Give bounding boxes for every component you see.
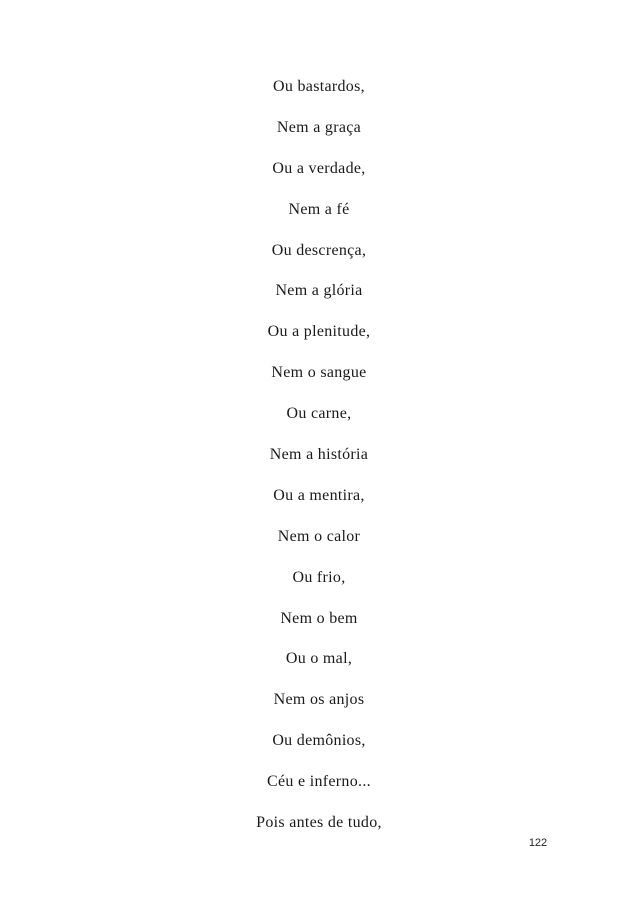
poem-line: Ou o mal, (285, 650, 353, 668)
poem-line: Ou carne, (286, 405, 352, 423)
poem-line: Nem o bem (280, 609, 358, 627)
poem-line: Nem a graça (276, 118, 362, 136)
poem-stanza (0, 72, 638, 849)
poem-line: Ou a verdade, (272, 159, 366, 177)
page-number: 122 (528, 837, 548, 849)
poem-line: Ou a plenitude, (267, 323, 371, 341)
poem-line: Nem o sangue (271, 364, 367, 382)
poem-line: Nem os anjos (273, 691, 365, 709)
poem-line: Pois antes de tudo, (256, 814, 382, 832)
poem-line: Nem o calor (277, 527, 361, 545)
poem-line: Ou demônios, (272, 732, 366, 750)
poem-line: Nem a fé (288, 200, 350, 218)
poem-line: Ou descrença, (271, 241, 367, 259)
poem-line: Nem a glória (275, 282, 363, 300)
poem-line: Ou bastardos, (273, 78, 365, 95)
poem-line: Ou a mentira, (273, 486, 365, 504)
poem-line: Céu e inferno... (267, 773, 371, 791)
poem-line: Ou frio, (292, 568, 346, 586)
poem-line: Nem a história (269, 446, 369, 464)
